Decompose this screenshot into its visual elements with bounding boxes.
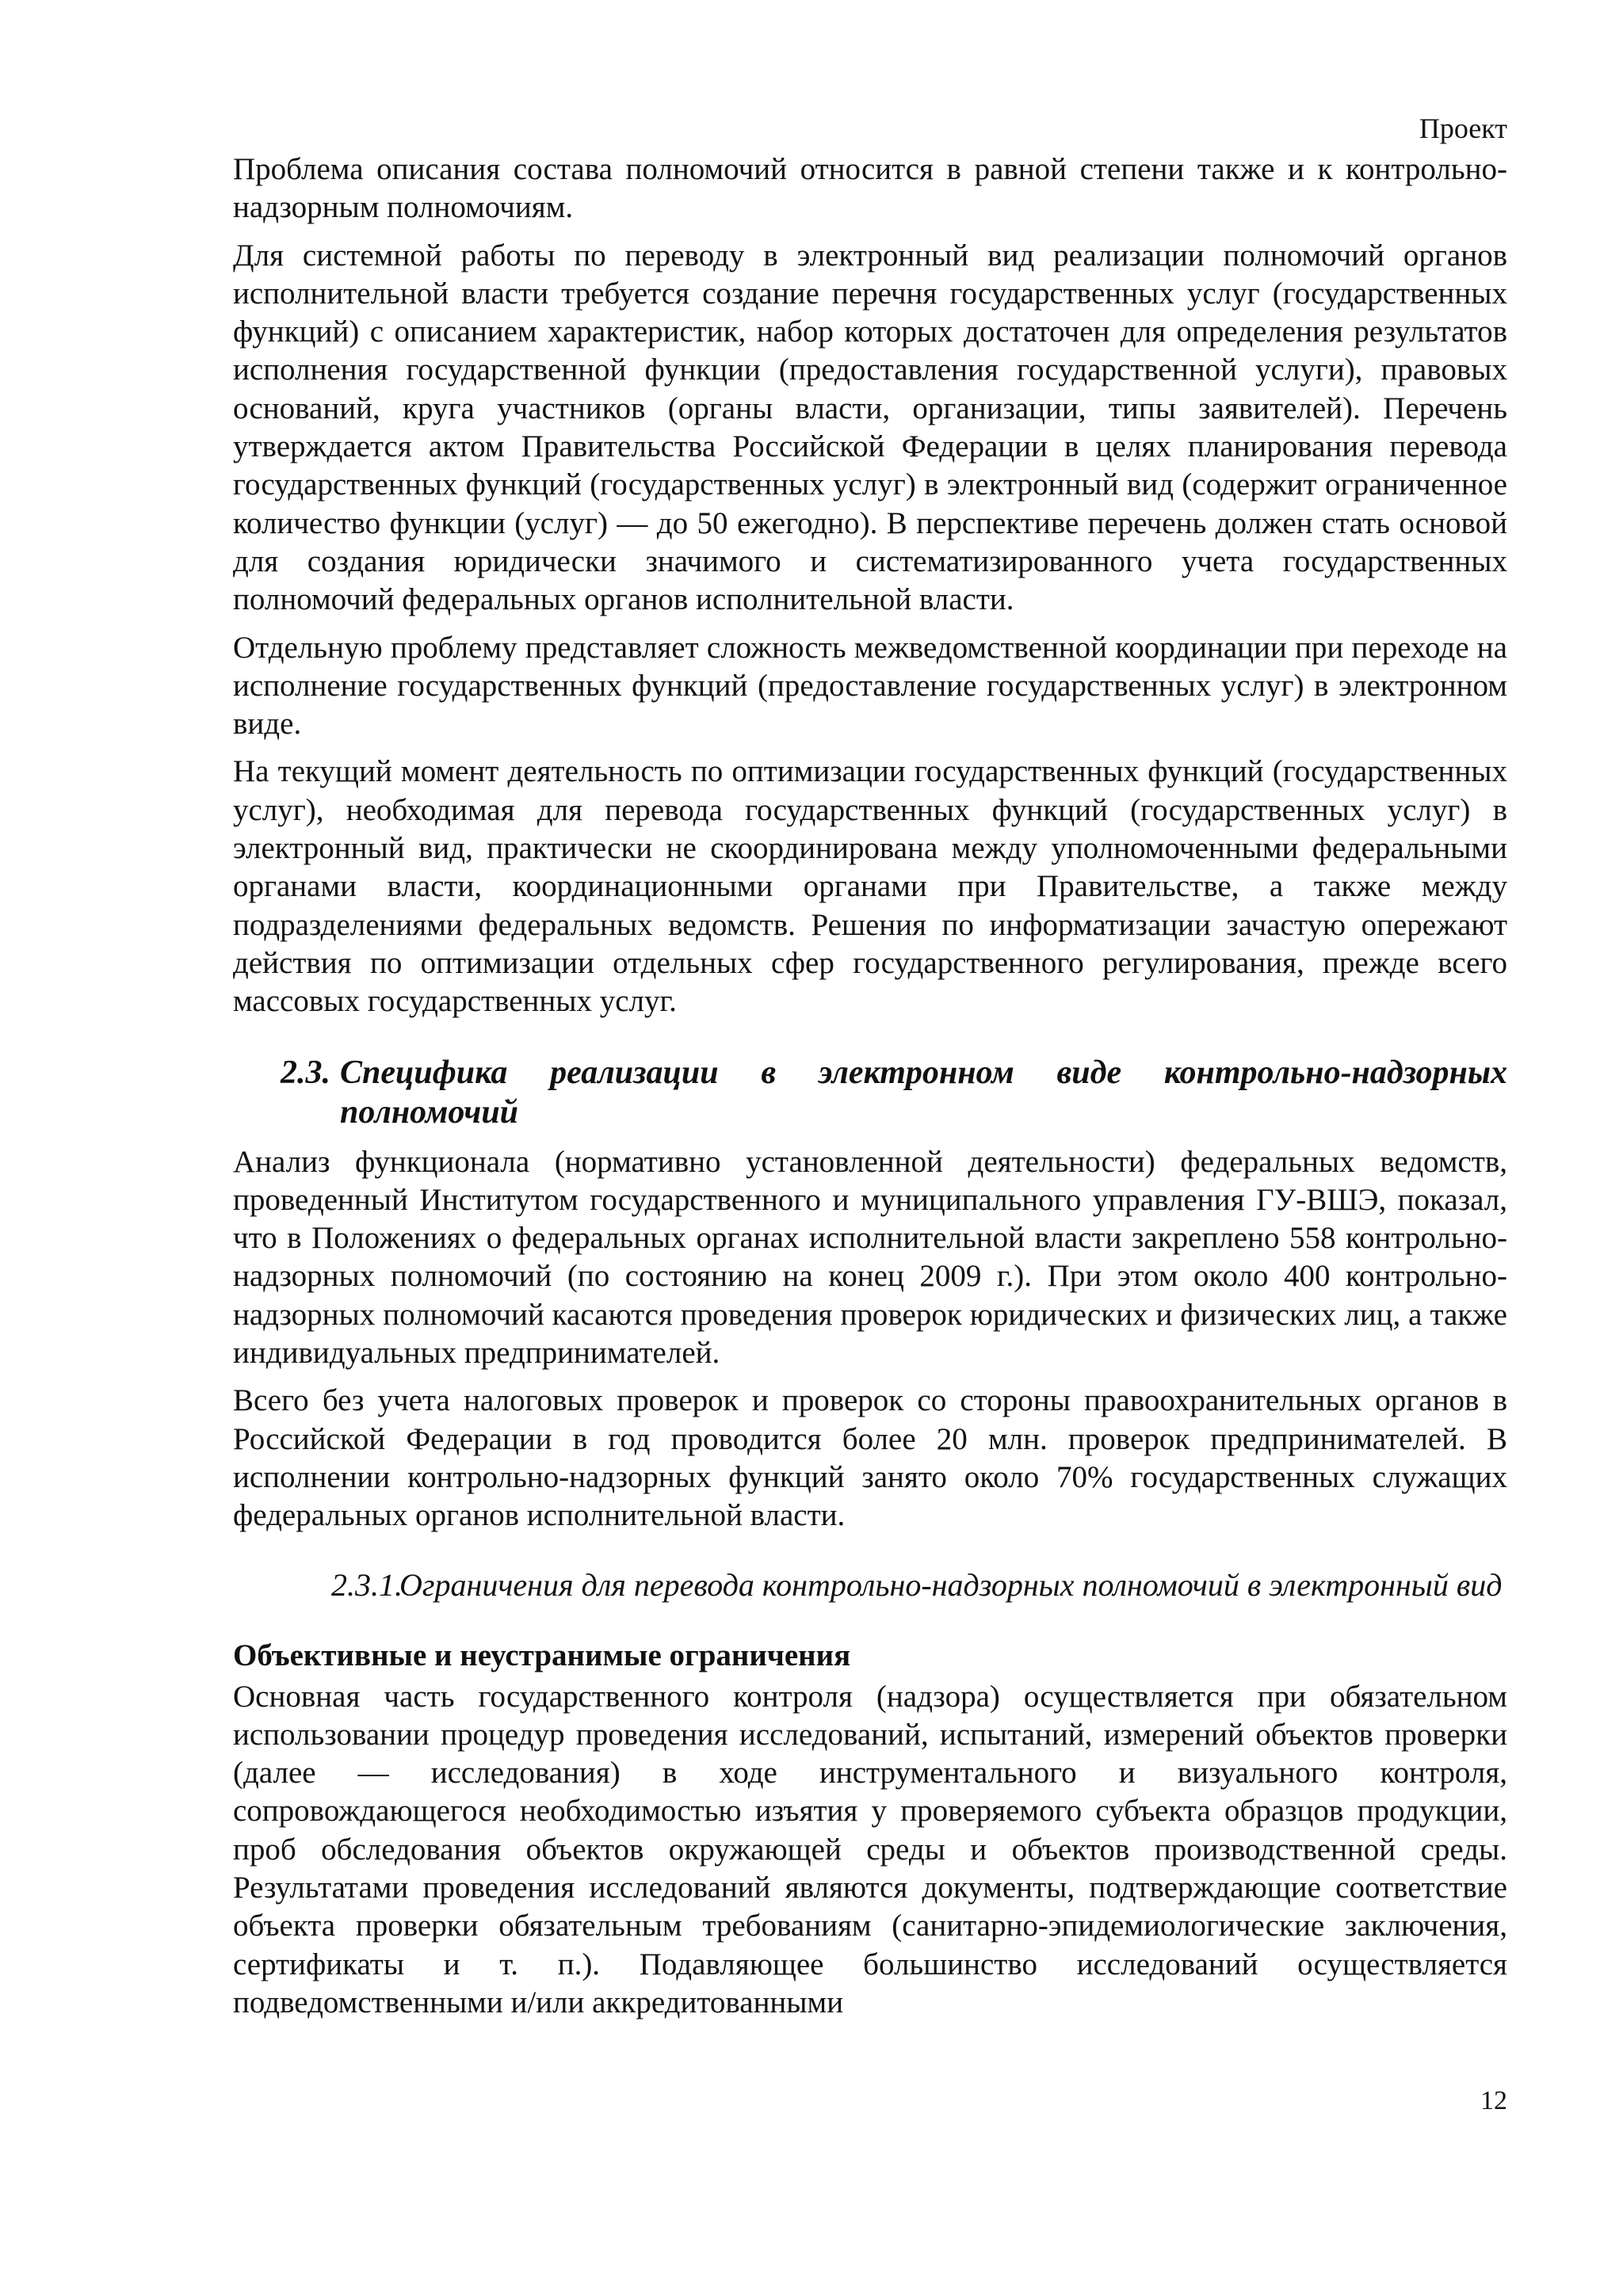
section-number: 2.3.: [281, 1054, 330, 1091]
paragraph-scope-control-powers: Проблема описания состава полномочий относится в равной степени также и к контрольно-надзорным полномочиям.: [233, 152, 1507, 225]
subheading-objective-limitations: Объективные и неустранимые ограничения: [233, 1638, 851, 1672]
paragraph-inspections-count: Всего без учета налоговых проверок и проверок со стороны правоохранительных органов в Российской Федерации в год проводится более 20 млн. проверок предпринимателей. В исполнении контрольно-надзорных функций занято около 70% государственных служащих федеральных органов исполнительной власти.: [233, 1383, 1507, 1533]
section-heading-2-3: [233, 1053, 1507, 1132]
section-title: Специфика реализации в электронном виде контрольно-надзорных полномочий: [340, 1054, 1507, 1131]
paragraph-list-of-services: Для системной работы по переводу в электронный вид реализации полномочий органов исполнительной власти требуется создание перечня государственных услуг (государственных функций) с описанием характеристик, набор которых достаточен для определения результатов исполнения государственной функции (предоставления государственной услуги), правовых оснований, круга участников (органы власти, организации, типы заявителей). Перечень утверждается актом Правительства Российской Федерации в целях планирования перевода государственных функций (государственных услуг) в электронный вид (содержит ограниченное количество функции (услуг) — до 50 ежегодно). В перспективе перечень должен стать основой для создания юридически значимого и систематизированного учета государственных полномочий федеральных органов исполнительной власти.: [233, 238, 1507, 617]
paragraph-functional-analysis: Анализ функционала (нормативно установленной деятельности) федеральных ведомств, проведенный Институтом государственного и муниципального управления ГУ-ВШЭ, показал, что в Положениях о федеральных органах исполнительной власти закреплено 558 контрольно-надзорных полномочий (по состоянию на конец 2009 г.). При этом около 400 контрольно-надзорных полномочий касаются проведения проверок юридических и физических лиц, а также индивидуальных предпринимателей.: [233, 1144, 1507, 1371]
subsection-title: Ограничения для перевода контрольно-надзорных полномочий в электронный вид: [399, 1566, 1503, 1603]
section-heading-2-3-1: [233, 1566, 1507, 1605]
header-project-label: Проект: [1419, 113, 1507, 144]
page-number: 12: [1480, 2086, 1507, 2115]
paragraph-research-procedures: Основная часть государственного контроля (надзора) осуществляется при обязательном использовании процедур проведения исследований, испытаний, измерений объектов проверки (далее — исследования) в ходе инструментального и визуального контроля, сопровождающегося необходимостью изъятия у проверяемого субъекта образцов продукции, проб обследования объектов окружающей среды и объектов производственной среды. Результатами проведения исследований являются документы, подтверждающие соответствие объекта проверки обязательным требованиям (санитарно-эпидемиологические заключения, сертификаты и т. п.). Подавляющее большинство исследований осуществляется подведомственными и/или аккредитованными: [233, 1679, 1507, 2019]
paragraph-interagency-coordination: Отдельную проблему представляет сложность межведомственной координации при переходе на исполнение государственных функций (предоставление государственных услуг) в электронном виде.: [233, 630, 1507, 742]
paragraph-optimization-status: На текущий момент деятельность по оптимизации государственных функций (государственных услуг), необходимая для перевода государственных функций (государственных услуг) в электронный вид, практически не скоординирована между уполномоченными федеральными органами власти, координационными органами при Правительстве, а также между подразделениями федеральных ведомств. Решения по информатизации зачастую опережают действия по оптимизации отдельных сфер государственного регулирования, прежде всего массовых государственных услуг.: [233, 754, 1507, 1019]
document-body: [233, 151, 1507, 2031]
subsection-number: 2.3.1.: [331, 1566, 403, 1603]
